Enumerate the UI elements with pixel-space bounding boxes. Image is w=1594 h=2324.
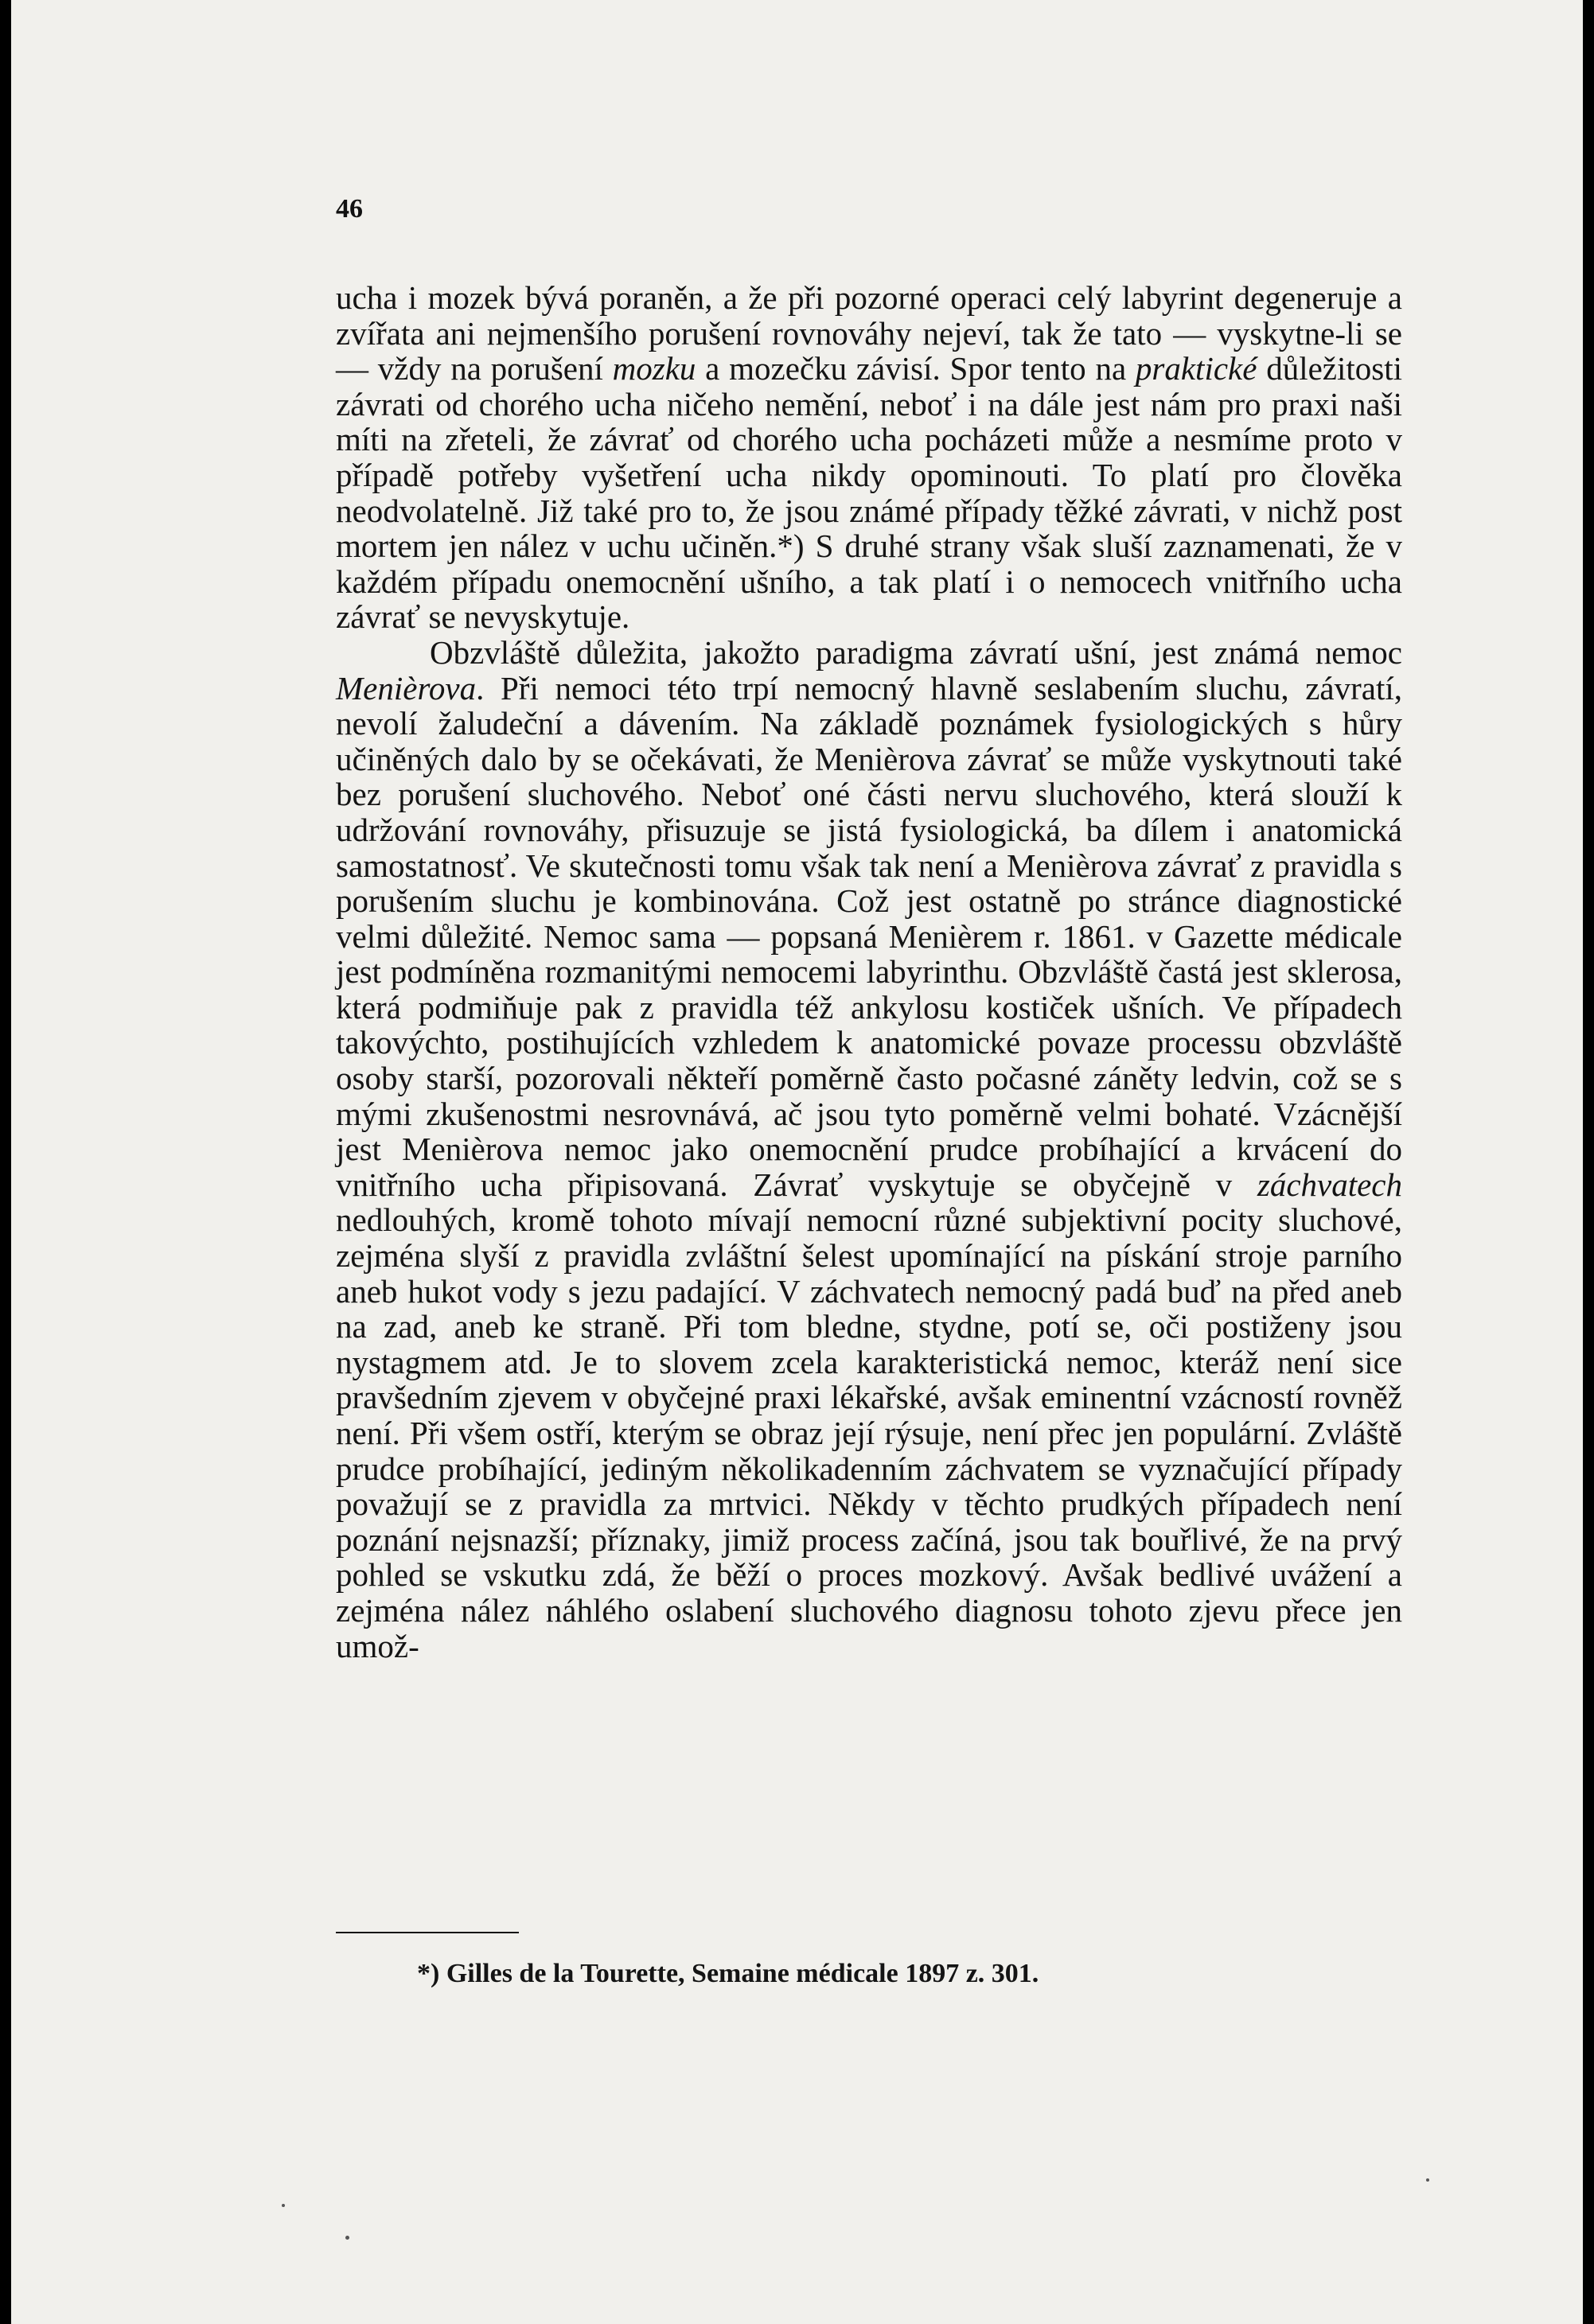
- body-text: [336, 280, 1402, 1664]
- text-run: a mozečku závisí. Spor tento na: [696, 350, 1136, 387]
- text-run: ucha i mozek bývá poraněn, a že při pozorné operaci celý labyrint degeneruje a zvířata ani nejmenšího porušení rovnováhy nejeví, tak že tato — vyskytne-li se — vždy na porušení: [336, 279, 1402, 387]
- paragraph-1: [336, 280, 1402, 635]
- italic-word-zachvatech: záchvatech: [1257, 1166, 1402, 1203]
- scan-speck: [345, 2236, 349, 2240]
- text-run: důležitosti závrati od chorého ucha ničeho nemění, neboť i na dále jest nám pro praxi naši míti na zřeteli, že závrať od chorého ucha pocházeti může a nesmíme proto v případě potřeby vyšetření ucha nikdy opominouti. To platí pro člověka neodvolatelně. Již také pro to, že jsou známé případy těžké závrati, v nichž post mortem jen nález v uchu učiněn.*) S druhé strany však sluší zaznamenati, že v každém případu onemocnění ušního, a tak platí i o nemocech vnitřního ucha závrať se nevyskytuje.: [336, 350, 1403, 636]
- page-number: 46: [336, 194, 363, 224]
- scan-speck: [1426, 2178, 1429, 2182]
- text-run: Obzvláště důležita, jakožto paradigma závratí ušní, jest známá nemoc: [430, 633, 1402, 671]
- footnote-rule: [336, 1932, 519, 1933]
- paragraph-2: [336, 635, 1402, 1664]
- book-page: [11, 0, 1583, 2324]
- text-run: . Při nemoci této trpí nemocný hlavně seslabením sluchu, závratí, nevolí žaludeční a dávením. Na základě poznámek fysiologických s hůry učiněných dalo by se očekávati, že Menièrova závrať se může vyskytnouti také bez porušení sluchového. Neboť oné části nervu sluchového, která slouží k udržování rovnováhy, přisuzuje se jistá fysiologická, ba dílem i anatomická samostatnosť. Ve skutečnosti tomu však tak není a Menièrova závrať z pravidla s porušením sluchu je kombinována. Což jest ostatně po stránce diagnostické velmi důležité. Nemoc sama — popsaná Menièrem r. 1861. v Gazette médicale jest podmíněna rozmanitými nemocemi labyrinthu. Obzvláště častá jest sklerosa, která podmiňuje pak z pravidla též ankylosu kostiček ušních. Ve případech takovýchto, postihujících vzhledem k anatomické povaze processu obzvláště osoby starší, pozorovali někteří poměrně často počasné záněty ledvin, což se s mými zkušenostmi nesrovnává, ač jsou tyto poměrně velmi bohaté. Vzácnější jest Menièrova nemoc jako onemocnění prudce probíhající a krvácení do vnitřního ucha připisovaná. Závrať vyskytuje se obyčejně v: [336, 669, 1402, 1203]
- text-run: nedlouhých, kromě tohoto mívají nemocní různé subjektivní pocity sluchové, zejména slyší z pravidla zvláštní šelest upomínající na pískání stroje parního aneb hukot vody s jezu padající. V záchvatech nemocný padá buď na před aneb na zad, aneb ke straně. Při tom bledne, stydne, potí se, oči postiženy jsou nystagmem atd. Je to slovem zcela karakteristická nemoc, kteráž není sice pravšedním zjevem v obyčejné praxi lékařské, avšak eminentní vzácností rovněž není. Při všem ostří, kterým se obraz její rýsuje, není přec jen populární. Zvláště prudce probíhající, jediným několikadenním záchvatem se vyznačující případy považují se z pravidla za mrtvici. Někdy v těchto prudkých případech není poznání nejsnazší; příznaky, jimiž process začíná, jsou tak bouřlivé, že na prvý pohled se vskutku zdá, že běží o proces mozkový. Avšak bedlivé uvážení a zejména nález náhlého oslabení sluchového diagnosu tohoto zjevu přece jen umož-: [336, 1201, 1402, 1664]
- footnote: *) Gilles de la Tourette, Semaine médicale 1897 z. 301.: [417, 1959, 1039, 1988]
- italic-word-mozku: mozku: [612, 350, 696, 387]
- italic-word-prakticke: praktické: [1135, 350, 1257, 387]
- scan-speck: [282, 2204, 285, 2207]
- italic-word-menierova: Menièrova: [336, 669, 477, 707]
